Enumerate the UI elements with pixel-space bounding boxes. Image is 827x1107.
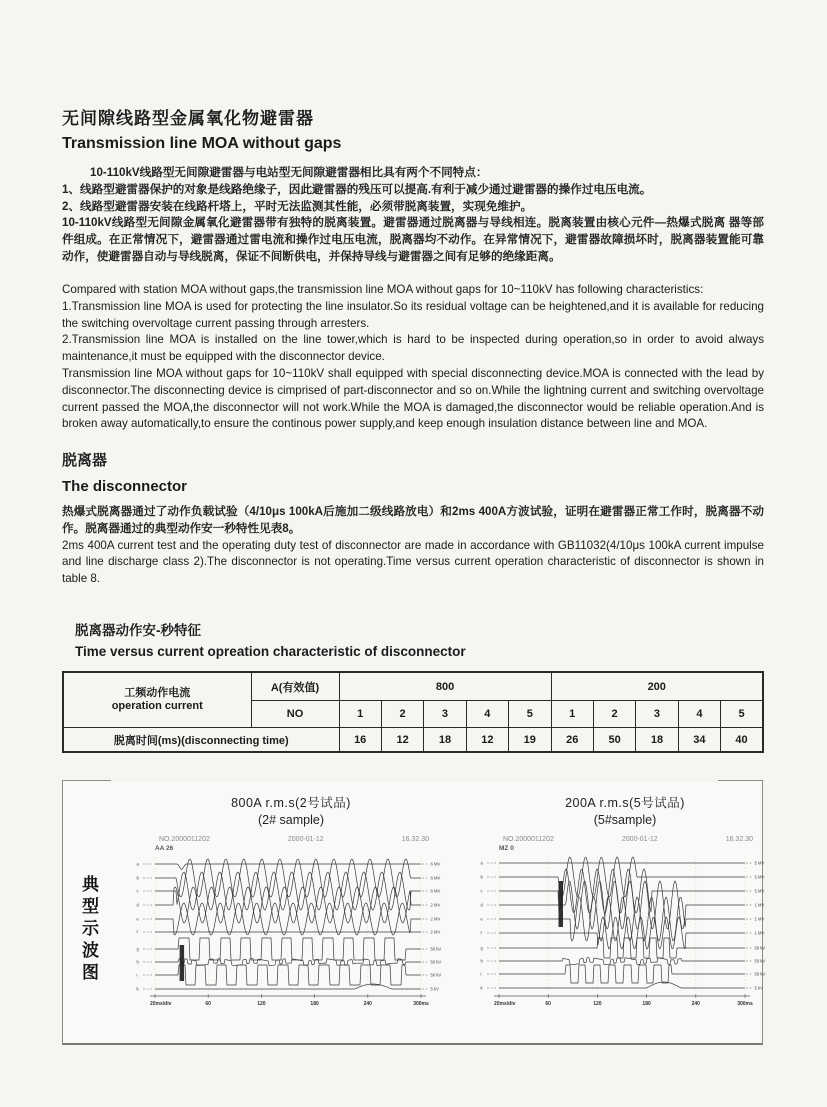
spec-table-wrap	[62, 671, 764, 753]
table-cell: 40	[721, 728, 763, 753]
disconnector-body	[62, 504, 764, 588]
record-date: 2000-01-12	[287, 836, 324, 843]
no-label-cell: NO	[251, 701, 339, 728]
svg-text:5 kV: 5 kV	[430, 986, 439, 992]
svg-text:5 MV: 5 MV	[754, 860, 765, 866]
paragraph: 1.Transmission line MOA is used for protecting the line insulator.So its residual voltage can be heightened,and it is available for reducing the switching overvoltage current passing through arresters.	[62, 299, 764, 330]
svg-text:300ms: 300ms	[413, 1001, 429, 1007]
table-cell: 12	[466, 728, 508, 753]
svg-text:2 MV: 2 MV	[430, 916, 441, 922]
svg-text:50 kV: 50 kV	[754, 958, 766, 964]
svg-text:120: 120	[593, 1001, 602, 1007]
svg-text:5 kV: 5 kV	[754, 985, 763, 991]
record-no: NO.2000011202	[503, 836, 554, 843]
svg-text:300ms: 300ms	[737, 1001, 753, 1007]
table-cell: 3	[636, 701, 678, 728]
svg-text:i: i	[480, 971, 482, 977]
svg-text:5 MV: 5 MV	[754, 874, 765, 880]
page-title-zh: 无间隙线路型金属氧化物避雷器	[62, 109, 314, 128]
table-heading-block	[62, 619, 764, 659]
svg-text:d: d	[480, 902, 483, 908]
svg-text:180: 180	[642, 1001, 651, 1007]
svg-text:g: g	[480, 945, 483, 951]
svg-text:1 MV: 1 MV	[754, 916, 765, 922]
paragraph: 2.Transmission line MOA is installed on the line tower,which is hard to be inspected during operation,so in order to avoid always maintenance,it must be equipped with the disconnector device.	[62, 333, 764, 364]
svg-text:5 MV: 5 MV	[754, 888, 765, 894]
svg-text:50 kV: 50 kV	[430, 959, 442, 965]
svg-text:i: i	[136, 972, 138, 978]
oscillogram-left	[135, 853, 447, 1011]
table-cell: 16	[339, 728, 381, 753]
table-cell: 3	[424, 701, 466, 728]
oscillogram-right-meta	[503, 836, 753, 843]
paragraph: 2ms 400A current test and the operating duty test of disconnector are made in accordance with GB11032(4/10μs 100kA current impulse and line discharge class 2).The disconnector is not operating.Time versus current operation characteristic of disconnector is shown in table 8.	[62, 538, 764, 586]
table-cell: 4	[466, 701, 508, 728]
svg-text:50 kV: 50 kV	[754, 945, 766, 951]
group-800-cell: 800	[339, 672, 551, 701]
svg-text:20ms/div: 20ms/div	[150, 1001, 172, 1007]
svg-text:240: 240	[691, 1001, 700, 1007]
svg-text:k: k	[480, 985, 483, 991]
paragraph: 10-110kV线路型无间隙避雷器与电站型无间隙避雷器相比具有两个不同特点：	[90, 166, 488, 179]
svg-text:e: e	[136, 916, 139, 922]
record-tag: MZ 0	[499, 845, 514, 852]
table-cell: 5	[509, 701, 551, 728]
title-block	[62, 104, 764, 153]
svg-text:60: 60	[545, 1001, 551, 1007]
record-time: 16.32.30	[401, 836, 429, 843]
svg-text:g: g	[136, 946, 139, 952]
intro-en	[62, 282, 764, 433]
svg-text:d: d	[136, 902, 139, 908]
svg-text:240: 240	[363, 1001, 372, 1007]
oscillogram-right-subtitle: (5#sample)	[593, 813, 657, 827]
section-heading-en: The disconnector	[62, 478, 188, 495]
corner-label-zh: 工频动作电流	[124, 687, 191, 699]
svg-text:2 MV: 2 MV	[430, 902, 441, 908]
table-cell: 34	[678, 728, 720, 753]
svg-text:f: f	[136, 929, 138, 935]
paragraph: 1、线路型避雷器保护的对象是线路绝缘子，因此避雷器的残压可以提高.有利于减少通过避雷器的操作过电压电流。	[62, 182, 652, 196]
paragraph: 2、线路型避雷器安装在线路杆塔上，平时无法监测其性能，必须带脱离装置，实现免维护。	[62, 199, 533, 213]
svg-text:k: k	[136, 986, 139, 992]
time-label-cell: 脱离时间(ms)(disconnecting time)	[63, 728, 339, 753]
svg-text:2 MV: 2 MV	[430, 929, 441, 935]
disconnector-section	[62, 449, 764, 495]
svg-text:180: 180	[310, 1001, 319, 1007]
table-cell: 19	[509, 728, 551, 753]
record-date: 2000-01-12	[621, 836, 658, 843]
svg-text:120: 120	[257, 1001, 266, 1007]
table-cell: 2	[593, 701, 635, 728]
paragraph: Transmission line MOA without gaps for 10~110kV shall equipped with special disconnecting device.MOA is connected with the lead by disconnector.The disconnecting device is cimprised of part-disconnector and so on.While the lightning current and switching overvoltage current passed the MOA,the disconnector will not work.While the MOA is damaged,the disconnector would be reliable operation.And is broken away automatically,to ensure the continous power supply,and keep enough insulation distance between line and MOA.	[62, 366, 764, 431]
table-cell: 50	[593, 728, 635, 753]
svg-text:a: a	[480, 860, 483, 866]
svg-text:1 MV: 1 MV	[754, 902, 765, 908]
table-cell: 1	[551, 701, 593, 728]
oscillogram-frame	[62, 780, 766, 1045]
svg-text:b: b	[480, 874, 483, 880]
svg-text:6 MV: 6 MV	[430, 875, 441, 881]
svg-text:60: 60	[205, 1001, 211, 1007]
svg-text:50 kV: 50 kV	[754, 971, 766, 977]
svg-text:h: h	[136, 959, 139, 965]
record-no: NO.2000011202	[159, 836, 210, 843]
oscillogram-right-block	[479, 793, 771, 1011]
table-cell: 26	[551, 728, 593, 753]
paragraph: 热爆式脱离器通过了动作负载试验（4/10μs 100kA后施加二级线路放电）和2ms 400A方波试验，证明在避雷器正常工作时，脱离器不动作。脱离器通过的典型动作安一秒特性见表8。	[62, 505, 764, 535]
table-cell: 18	[424, 728, 466, 753]
record-time: 16.32.30	[725, 836, 753, 843]
svg-text:b: b	[136, 875, 139, 881]
table-cell: 4	[678, 701, 720, 728]
svg-text:20ms/div: 20ms/div	[494, 1001, 516, 1007]
oscillogram-left-title: 800A r.m.s(2号试品)	[231, 796, 351, 810]
oscillogram-left-subtitle: (2# sample)	[258, 813, 324, 827]
table-corner-cell	[63, 672, 251, 728]
svg-text:50 kV: 50 kV	[430, 972, 442, 978]
paragraph: Compared with station MOA without gaps,the transmission line MOA without gaps for 10~110kV has following characteristics:	[62, 283, 704, 296]
oscillogram-side-label: 典型示波图	[79, 875, 98, 985]
svg-text:1 MV: 1 MV	[754, 930, 765, 936]
group-200-cell: 200	[551, 672, 763, 701]
table-heading-en: Time versus current opreation characteristic of disconnector	[75, 644, 466, 659]
svg-text:6 MV: 6 MV	[430, 861, 441, 867]
oscillogram-left-meta	[159, 836, 429, 843]
corner-label-en: operation current	[111, 700, 203, 712]
oscillogram-right-title: 200A r.m.s(5号试品)	[565, 796, 685, 810]
svg-text:h: h	[480, 958, 483, 964]
svg-text:50 kV: 50 kV	[430, 946, 442, 952]
table-heading-zh: 脱离器动作安-秒特征	[75, 623, 201, 638]
svg-text:a: a	[136, 861, 139, 867]
page-title-en: Transmission line MOA without gaps	[62, 135, 342, 152]
svg-text:c: c	[480, 888, 483, 894]
svg-text:c: c	[136, 888, 139, 894]
table-cell: 2	[381, 701, 423, 728]
disconnect-time-table	[62, 671, 764, 753]
table-cell: 18	[636, 728, 678, 753]
record-tag: AA 26	[155, 845, 174, 852]
table-cell: 12	[381, 728, 423, 753]
svg-text:6 MV: 6 MV	[430, 888, 441, 894]
section-heading-zh: 脱离器	[62, 452, 108, 469]
oscillogram-left-block	[135, 793, 447, 1011]
svg-text:e: e	[480, 916, 483, 922]
intro-zh	[62, 165, 764, 266]
table-cell: 1	[339, 701, 381, 728]
oscillogram-right	[479, 853, 771, 1011]
paragraph: 10-110kV线路型无间隙金属氧化避雷器带有独特的脱离装置。避雷器通过脱离器与导线相连。脱离装置由核心元件—热爆式脱离 器等部件组成。在正常情况下，避雷器通过雷电流和操作过电压电流，脱离器均不动作。在异常情况下，避雷器故障损坏时，脱离器装置能可靠动作，使避雷器自动与导线脱离，保证不间断供电，并保持导线与避雷器之间有足够的绝缘距离。	[62, 216, 764, 263]
table-cell: 5	[721, 701, 763, 728]
svg-text:f: f	[480, 930, 482, 936]
rms-label-cell: A(有效值)	[251, 672, 339, 701]
